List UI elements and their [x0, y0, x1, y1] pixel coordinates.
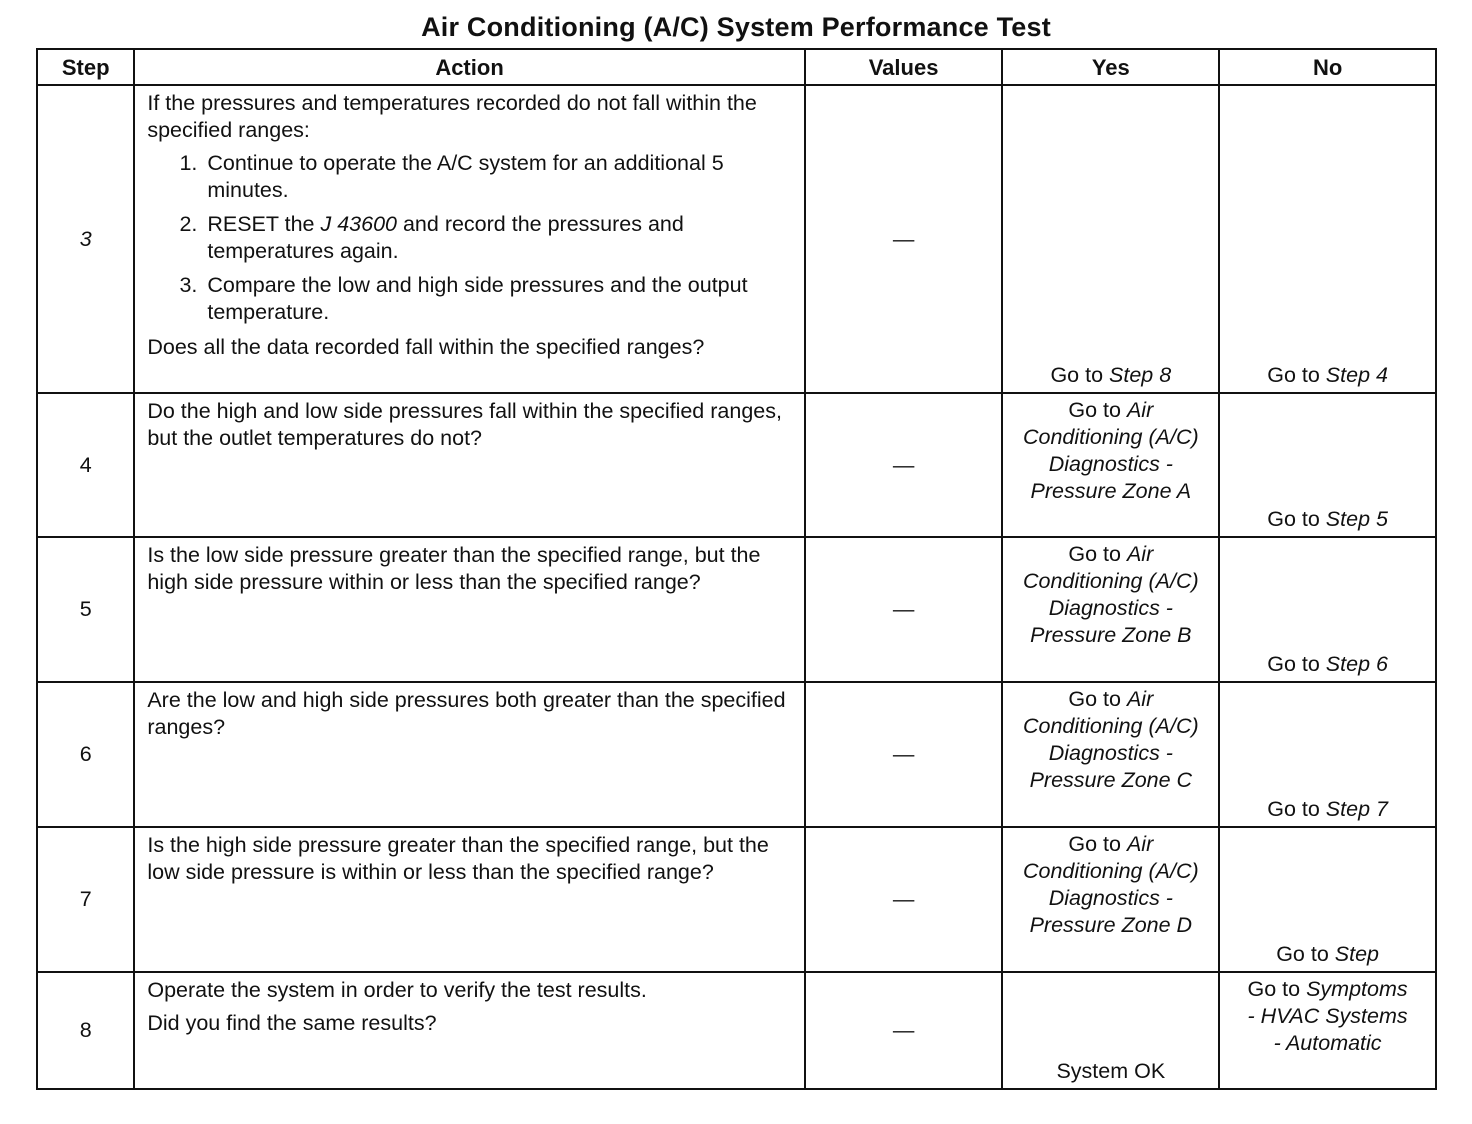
yes-result: System OK — [1056, 1059, 1166, 1083]
table-row-step-6 — [37, 682, 1436, 827]
yes-link[interactable]: Go to Step 8 — [1050, 363, 1172, 387]
action-cell — [134, 827, 804, 972]
step-number: 5 — [37, 537, 134, 682]
action-intro: If the pressures and temperatures recorded do not fall within the specified ranges: — [147, 91, 757, 142]
yes-cell — [1002, 85, 1219, 393]
action-text: Do the high and low side pressures fall within the specified ranges, but the outlet temperatures do not? — [147, 399, 782, 450]
action-cell — [134, 393, 804, 537]
yes-cell — [1002, 972, 1219, 1089]
tool-reference: J 43600 — [320, 212, 397, 236]
table-header-row — [37, 49, 1436, 85]
action-cell — [134, 537, 804, 682]
step-number: 8 — [37, 972, 134, 1089]
table-row-step-8 — [37, 972, 1436, 1089]
no-cell — [1219, 827, 1436, 972]
table-row-step-4 — [37, 393, 1436, 537]
no-link[interactable]: Go to Step 6 — [1267, 652, 1388, 676]
header-yes: Yes — [1002, 49, 1219, 85]
values-cell: — — [805, 827, 1003, 972]
list-item-text: RESET the — [207, 212, 321, 236]
no-link[interactable]: Go to Step 4 — [1267, 363, 1388, 387]
list-item-text: and record the pressures and temperatures again. — [207, 212, 684, 263]
no-link[interactable]: Go to Step 5 — [1267, 507, 1388, 531]
no-cell — [1219, 682, 1436, 827]
list-item — [203, 150, 795, 204]
page-title: Air Conditioning (A/C) System Performance Test — [421, 12, 1051, 42]
yes-cell — [1002, 682, 1219, 827]
no-link[interactable]: Go to Step 7 — [1267, 797, 1388, 821]
values-cell: — — [805, 537, 1003, 682]
values-cell: — — [805, 393, 1003, 537]
list-item-text: Continue to operate the A/C system for an additional 5 minutes. — [207, 151, 724, 202]
values-cell: — — [805, 85, 1003, 393]
no-cell — [1219, 537, 1436, 682]
action-text: Is the high side pressure greater than the specified range, but the low side pressure is within or less than the specified range? — [147, 833, 769, 884]
list-item — [203, 211, 795, 265]
action-cell — [134, 682, 804, 827]
no-cell — [1219, 85, 1436, 393]
action-text: Are the low and high side pressures both greater than the specified ranges? — [147, 688, 786, 739]
performance-test-table — [36, 48, 1437, 1090]
yes-cell — [1002, 827, 1219, 972]
table-row-step-5 — [37, 537, 1436, 682]
header-action: Action — [134, 49, 804, 85]
header-values: Values — [805, 49, 1003, 85]
no-link[interactable]: Go to Symptoms - HVAC Systems - Automatic — [1247, 977, 1408, 1055]
step-number: 4 — [37, 393, 134, 537]
no-link[interactable]: Go to Step — [1276, 942, 1379, 966]
action-question: Did you find the same results? — [147, 1011, 437, 1035]
table-row-step-7 — [37, 827, 1436, 972]
step-number: 7 — [37, 827, 134, 972]
yes-cell — [1002, 393, 1219, 537]
values-cell: — — [805, 682, 1003, 827]
yes-link[interactable]: Go to Air Conditioning (A/C) Diagnostics - Pressure Zone C — [1022, 687, 1199, 792]
header-no: No — [1219, 49, 1436, 85]
action-steps-list — [147, 150, 795, 326]
yes-link[interactable]: Go to Air Conditioning (A/C) Diagnostics - Pressure Zone D — [1022, 832, 1199, 937]
no-cell — [1219, 393, 1436, 537]
action-cell — [134, 972, 804, 1089]
list-item-text: Compare the low and high side pressures and the output temperature. — [207, 273, 748, 324]
step-number: 6 — [37, 682, 134, 827]
list-item — [203, 272, 795, 326]
yes-link[interactable]: Go to Air Conditioning (A/C) Diagnostics - Pressure Zone A — [1022, 398, 1199, 503]
step-number: 3 — [37, 85, 134, 393]
yes-link[interactable]: Go to Air Conditioning (A/C) Diagnostics - Pressure Zone B — [1022, 542, 1199, 647]
header-step: Step — [37, 49, 134, 85]
action-text: Is the low side pressure greater than the specified range, but the high side pressure within or less than the specified range? — [147, 543, 761, 594]
action-question: Does all the data recorded fall within the specified ranges? — [147, 335, 705, 359]
table-row-step-3 — [37, 85, 1436, 393]
no-cell — [1219, 972, 1436, 1089]
values-cell: — — [805, 972, 1003, 1089]
action-text: Operate the system in order to verify the test results. — [147, 978, 647, 1002]
yes-cell — [1002, 537, 1219, 682]
action-cell — [134, 85, 804, 393]
